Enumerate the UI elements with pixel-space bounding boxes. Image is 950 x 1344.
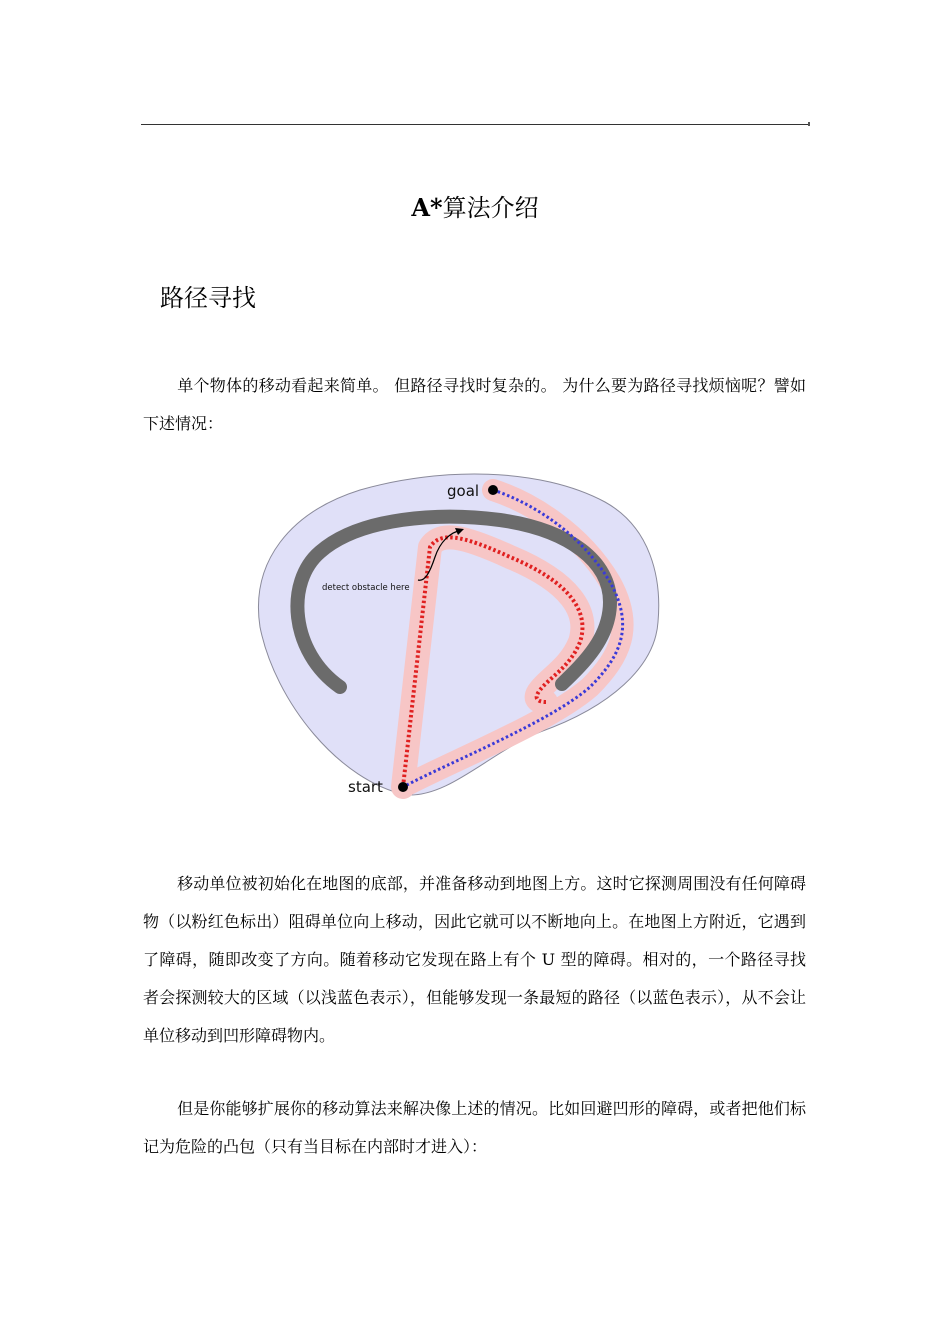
start-label: start <box>348 778 383 796</box>
pathfinding-diagram <box>250 462 670 812</box>
annotation-label: detect obstacle here <box>322 583 410 593</box>
header-rule <box>141 124 809 125</box>
title-text: 算法介绍 <box>442 194 539 222</box>
paragraph-intro-text: 单个物体的移动看起来简单。 但路径寻找时复杂的。 为什么要为路径寻找烦恼呢？譬如下述情况： <box>143 376 806 433</box>
paragraph-explanation <box>143 865 806 1055</box>
paragraph-extension <box>143 1090 806 1166</box>
goal-point <box>488 485 498 495</box>
paragraph-extension-text: 但是你能够扩展你的移动算法来解决像上述的情况。比如回避凹形的障碍，或者把他们标记为危险的凸包（只有当目标在内部时才进入）： <box>143 1099 806 1156</box>
header-rule-tick <box>808 122 810 126</box>
paragraph-explanation-text: 移动单位被初始化在地图的底部，并准备移动到地图上方。这时它探测周围没有任何障碍物（以粉红色标出）阻碍单位向上移动，因此它就可以不断地向上。在地图上方附近，它遇到了障碍，随即改变了方向。随着移动它发现在路上有个 U 型的障碍。相对的，一个路径寻找者会探测较大的区域（以浅蓝色表示），但能够发现一条最短的路径（以蓝色表示），从不会让单位移动到凹形障碍物内。 <box>143 874 806 1045</box>
document-title <box>0 192 950 224</box>
paragraph-intro <box>143 367 806 443</box>
start-point <box>398 782 408 792</box>
goal-label: goal <box>447 482 480 500</box>
section-heading: 路径寻找 <box>160 284 256 312</box>
title-prefix: A* <box>411 193 443 222</box>
